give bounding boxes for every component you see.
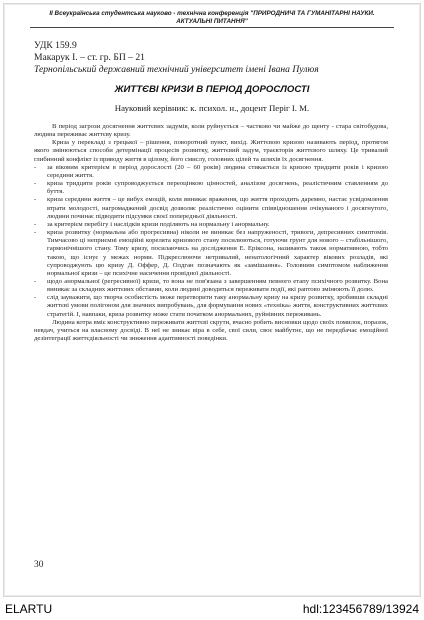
list-item: - щодо анормальної (регресивної) кризи, то вона не пов'язана з завершенням певного етапу психічного розвитку. Вона виникає за складних життєвих обставин, коли людині доводиться переживати події, які раптово змінюють її долю. [34, 277, 388, 294]
bullet-list [34, 164, 388, 319]
article-meta [34, 40, 406, 76]
conference-header-line2: АКТУАЛЬНІ ПИТАННЯ" [176, 17, 248, 25]
page-number: 30 [34, 560, 44, 570]
list-item: - за віковим критерієм в період дорослості (20 – 60 років) людина стикається із кризою тридцяти років і кризою середини життя. [34, 163, 388, 179]
repository-name: ELARTU [5, 602, 53, 616]
author-line: Макарук І. – ст. гр. БП – 21 [34, 52, 145, 63]
article-title: ЖИТТЄВІ КРИЗИ В ПЕРІОД ДОРОСЛОСТІ [114, 84, 310, 95]
paragraph-3: Людина котра вміє конструктивно переживати життєві скрути, вчасно робить висновки щодо своїх помилок, поразок, невдач, учиться на власному досвіді. В неї не зникає віра в себе, свої сили, своє майбутнє, що не передбачає емоційної дезінтеграції життєдіяльності чи зниження адаптивності поведінки. [34, 318, 388, 343]
list-item: - за критерієм перебігу і наслідків кризи поділяють на нормальну і анормальну. [34, 220, 270, 228]
document-page [18, 8, 406, 592]
repository-footer [0, 597, 424, 620]
supervisor-line: Науковий керівник: к. психол. н., доцент Періг І. М. [114, 103, 310, 113]
paragraph-1: В період загрози досягнення життєвих задумів, коли руйнується – частково чи майже до щенту - стара світобудова, людина переживає життєву кризу. [34, 123, 388, 139]
udc-code: УДК 159.9 [34, 40, 77, 51]
list-item: - криза тридцяти років супроводжується переоцінкою цінностей, аналізом досягнень, реалістичним ставленням до буття. [34, 180, 388, 196]
handle-id: hdl:123456789/13924 [302, 602, 419, 616]
list-item: - слід зауважити, що творча особистість може перетворити таку анормальну кризу на кризу розвитку, зробивши складні життєві умови полігоном для значних випробувань, для формування нових «техніка» життя, конструктивних життєвих стратегій. І, навпаки, криза розвитку може стати початком анормальних, руйнівних переживань. [34, 294, 388, 318]
list-item: - криза середини життя – це вибух емоцій, коли виникає враження, що життя проходить даремно, настає усвідомлення втрати молодості, нагромаджений досвід дозволяє реалістично оцінити співвідношення очікуваного і досягнутого, людини починає підводити підсумки своєї попередньої діяльності. [34, 196, 388, 220]
conference-header [30, 10, 394, 28]
paragraph-2: Криза у перекладі з грецької – рішення, поворотний пункт, вихід. Життєвою кризою називають період, протягом якого змінюються способи детермінації процесів розвитку, життєвий задум, траєкторія життєвого шляху. Це тривалий глибинний конфлікт із приводу життя в цілому, його смислу, головних цілей та шляхів їх досягнення. [34, 139, 388, 163]
article-body [34, 123, 388, 343]
university-line: Тернопільський державний технічний університет імені Івана Пулюя [34, 64, 319, 75]
conference-header-line1: II Всеукраїнська студентська науково - технічна конференція "ПРИРОДНИЧІ ТА ГУМАНІТАРНІ НАУКИ. [49, 10, 375, 17]
list-item: - криза розвитку (нормальна або прогресивна) ніколи не виникає без напруженості, тривоги, депресивних симптомів. Тимчасово ці неприємні емоційні корелята кризового стану посилюються, готуючи грунт для нового – стабільнішого, гармонічнішого стану. Тому кризу, посилаючись на дослідження Е. Еріксона, називають також нормативною, тобто такою, що існує у межах норми. Підкреслюючи нетривалий, ненатологічний характер вікових розладів, які супроводжують цю кризу Д. Оффер, Д. Олдган позначають як «замішання». Головним симптомом наближення нормальної кризи – це психічне насичення провідної діяльності. [34, 229, 388, 277]
